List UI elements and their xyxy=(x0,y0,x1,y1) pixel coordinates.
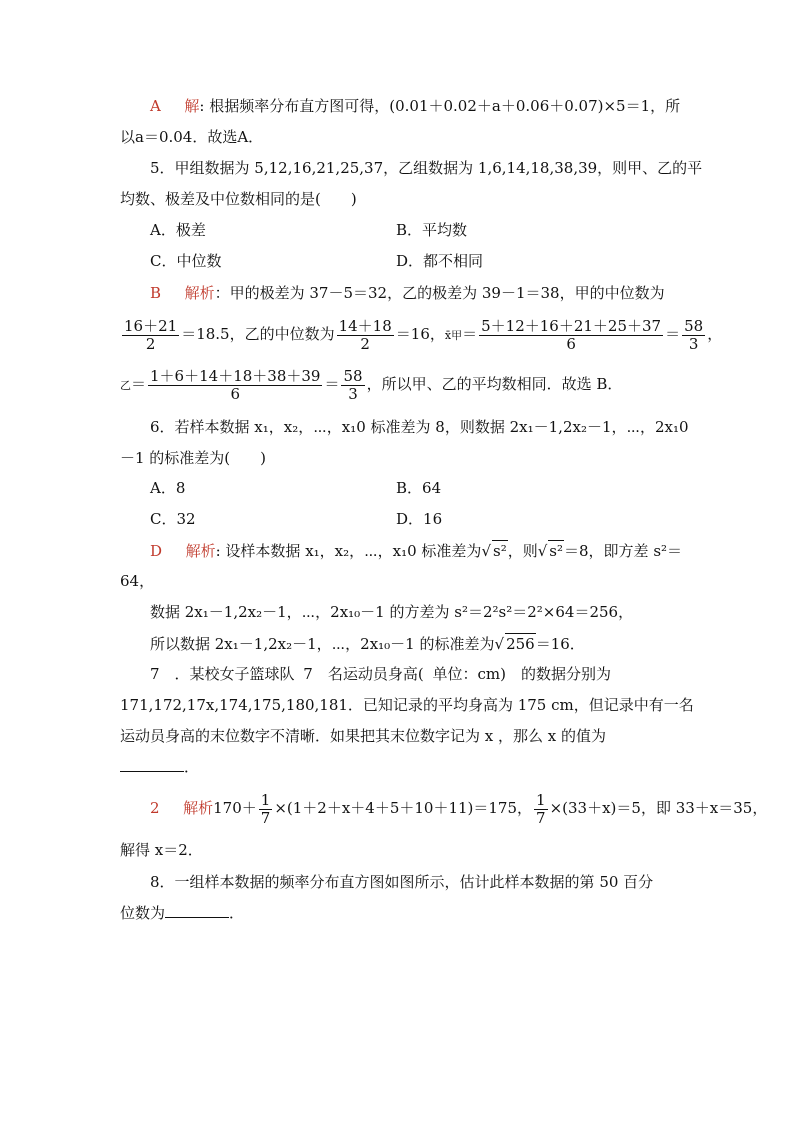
q6-stem-line-2: －1 的标准差为( ) xyxy=(120,449,267,467)
q6-option-d: D．16 xyxy=(396,510,443,528)
solution-text: : 设样本数据 x₁，x₂，⋯，x₁0 标准差为 xyxy=(215,542,482,560)
q7-solution-line-1 xyxy=(150,788,767,828)
period: ． xyxy=(229,904,245,922)
equals-sign: ＝ xyxy=(131,375,147,393)
solution-text: ，则 xyxy=(507,542,538,560)
solution-label: 解析 xyxy=(185,542,216,560)
q4-solution-line-1 xyxy=(150,96,680,116)
fraction: $\frac{1+6+14+18+38+39}{6}$ xyxy=(150,366,321,403)
solution-text: ×(1＋2＋x＋4＋5＋10＋11)＝175， xyxy=(274,799,533,817)
q5-option-c: C．中位数 xyxy=(150,252,222,270)
q5-stem-line-1: 5．甲组数据为 5,12,16,21,25,37，乙组数据为 1,6,14,18,38,39，则甲、乙的平 xyxy=(150,159,703,177)
solution-text: : 根据频率分布直方图可得，(0.01＋0.02＋a＋0.06＋0.07)×5＝1，所 xyxy=(199,97,681,115)
q6-stem-line-1: 6．若样本数据 x₁，x₂，⋯，x₁0 标准差为 8，则数据 2x₁－1,2x₂－1，⋯，2x₁0 xyxy=(150,418,689,436)
q5-solution-line-3 xyxy=(120,364,622,406)
q8-stem-line-2 xyxy=(120,903,244,923)
q6-solution-line-1: D 解析: 设样本数据 x₁，x₂，⋯，x₁0 标准差为√ s²，则√ s²＝8，即方差 s²＝ xyxy=(150,542,683,560)
fraction: $\frac{16+21}{2}$ xyxy=(124,316,178,353)
solution-label: 解 xyxy=(184,97,200,115)
fraction: $\frac{58}{3}$ xyxy=(684,316,704,353)
solution-label: 解析 xyxy=(183,799,214,817)
answer-blank xyxy=(165,903,229,918)
q7-stem-line-3: 运动员身高的末位数字不清晰．如果把其末位数字记为 x ，那么 x 的值为 xyxy=(120,727,606,745)
q7-solution-line-2: 解得 x＝2． xyxy=(120,841,203,859)
equals-sign: ＝ xyxy=(324,375,340,393)
solution-label: 解析 xyxy=(184,284,215,302)
solution-text: 170＋ xyxy=(213,799,257,817)
q5-stem-line-2: 均数、极差及中位数相同的是( ) xyxy=(120,190,357,208)
q6-solution-line-3: 数据 2x₁－1,2x₂－1，⋯，2x₁₀－1 的方差为 s²＝2²s²＝2²×64＝256， xyxy=(150,603,634,621)
q6-option-b: B．64 xyxy=(396,479,442,497)
sqrt-radicand: s² xyxy=(549,542,564,560)
q8-stem-line-1: 8．一组样本数据的频率分布直方图如图所示，估计此样本数据的第 50 百分 xyxy=(150,873,654,891)
solution-text: ，所以甲、乙的平均数相同．故选 B． xyxy=(366,375,623,393)
fraction: $\frac{1}{7}$ xyxy=(260,790,271,827)
solution-text: ＝18.5，乙的中位数为 xyxy=(181,325,335,343)
fraction: $\frac{5+12+16+21+25+37}{6}$ xyxy=(481,316,662,353)
answer-blank xyxy=(120,757,184,772)
equals-sign: ＝ xyxy=(462,325,478,343)
q7-stem-line-2: 171,172,17x,174,175,180,181．已知记录的平均身高为 175 cm，但记录中有一名 xyxy=(120,696,694,714)
q6-solution-line-2: 64， xyxy=(120,572,155,590)
q5-solution-line-2 xyxy=(120,314,722,356)
fraction: $\frac{58}{3}$ xyxy=(343,366,363,403)
answer-letter: D xyxy=(150,542,163,560)
q6-option-a: A．8 xyxy=(150,479,186,497)
solution-text: ＝8，即方差 s²＝ xyxy=(564,542,683,560)
solution-text: ×(33＋x)＝5，即 33＋x＝35， xyxy=(549,799,768,817)
q7-stem-line-4 xyxy=(120,757,199,777)
answer-letter: A xyxy=(150,97,161,115)
period: ． xyxy=(184,758,200,776)
q5-option-b: B．平均数 xyxy=(396,221,468,239)
answer-letter: B xyxy=(150,284,162,302)
solution-text: 所以数据 2x₁－1,2x₂－1，⋯，2x₁₀－1 的标准差为 xyxy=(150,635,495,653)
q6-solution-line-4: 所以数据 2x₁－1,2x₂－1，⋯，2x₁₀－1 的标准差为√ 256＝16． xyxy=(150,635,585,653)
mean-symbol: x̄甲 xyxy=(444,329,463,342)
solution-text: ＝16． xyxy=(535,635,585,653)
q5-option-d: D．都不相同 xyxy=(396,252,484,270)
q7-stem-line-1: 7 ．某校女子篮球队 7 名运动员身高( 单位：cm) 的数据分别为 xyxy=(150,665,611,683)
fraction: $\frac{1}{7}$ xyxy=(536,790,546,827)
q5-solution-line-1 xyxy=(150,283,665,303)
mean-symbol-yi: 乙 xyxy=(120,379,131,392)
sqrt-radicand: s² xyxy=(493,542,507,560)
sqrt-radicand: 256 xyxy=(506,635,535,653)
q6-option-c: C．32 xyxy=(150,510,196,528)
q4-solution-line-2: 以a＝0.04．故选A． xyxy=(120,128,264,146)
solution-text: ＝16， xyxy=(395,325,445,343)
q5-option-a: A．极差 xyxy=(150,221,206,239)
comma: ， xyxy=(707,325,723,343)
fraction: $\frac{14+18}{2}$ xyxy=(338,316,392,353)
solution-text: ：甲的极差为 37－5＝32，乙的极差为 39－1＝38，甲的中位数为 xyxy=(214,284,665,302)
equals-sign: ＝ xyxy=(665,325,681,343)
answer-value: 2 xyxy=(150,799,160,817)
stem-text: 位数为 xyxy=(120,904,166,922)
